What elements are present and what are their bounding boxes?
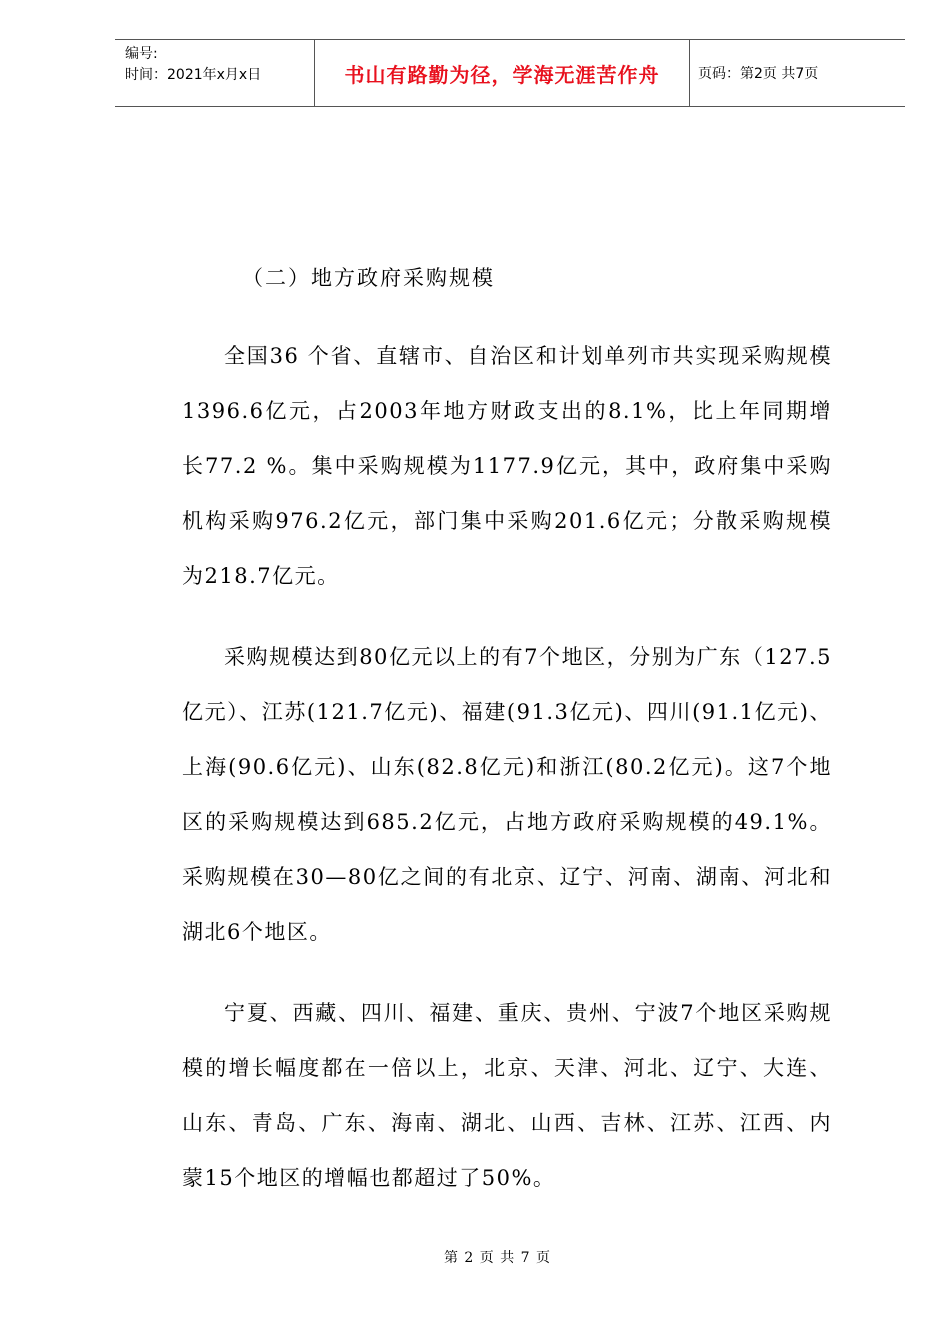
document-body bbox=[182, 250, 832, 1232]
code-label: 编号: bbox=[125, 46, 158, 62]
paragraph-1: 全国36 个省、直辖市、自治区和计划单列市共实现采购规模1396.6亿元，占2003年地方财政支出的8.1%，比上年同期增长77.2 %。集中采购规模为1177.9亿元，其中，政府集中采购机构采购976.2亿元，部门集中采购201.6亿元；分散采购规模为218.7亿元。 bbox=[182, 344, 832, 588]
section-heading: （二）地方政府采购规模 bbox=[242, 266, 495, 290]
header-meta bbox=[115, 40, 315, 106]
paragraph-2: 采购规模达到80亿元以上的有7个地区，分别为广东（127.5亿元）、江苏(121.7亿元)、福建(91.3亿元)、四川(91.1亿元)、上海(90.6亿元)、山东(82.8亿元)和浙江(80.2亿元)。这7个地区的采购规模达到685.2亿元，占地方政府采购规模的49.1%。采购规模在30—80亿之间的有北京、辽宁、河南、湖南、河北和湖北6个地区。 bbox=[182, 645, 832, 944]
motto-text: 书山有路勤为径，学海无涯苦作舟 bbox=[344, 62, 660, 87]
header-motto-cell bbox=[315, 40, 690, 106]
page-label: 页码：第2页 共7页 bbox=[698, 66, 819, 82]
page-footer bbox=[0, 1247, 950, 1267]
time-label: 时间：2021年x月x日 bbox=[125, 67, 262, 83]
page-header bbox=[115, 39, 905, 107]
paragraph-3: 宁夏、西藏、四川、福建、重庆、贵州、宁波7个地区采购规模的增长幅度都在一倍以上，北京、天津、河北、辽宁、大连、山东、青岛、广东、海南、湖北、山西、吉林、江苏、江西、内蒙15个地区的增幅也都超过了50%。 bbox=[182, 1001, 832, 1190]
header-page-cell bbox=[690, 40, 905, 106]
footer-page-number: 第 2 页 共 7 页 bbox=[443, 1250, 552, 1266]
